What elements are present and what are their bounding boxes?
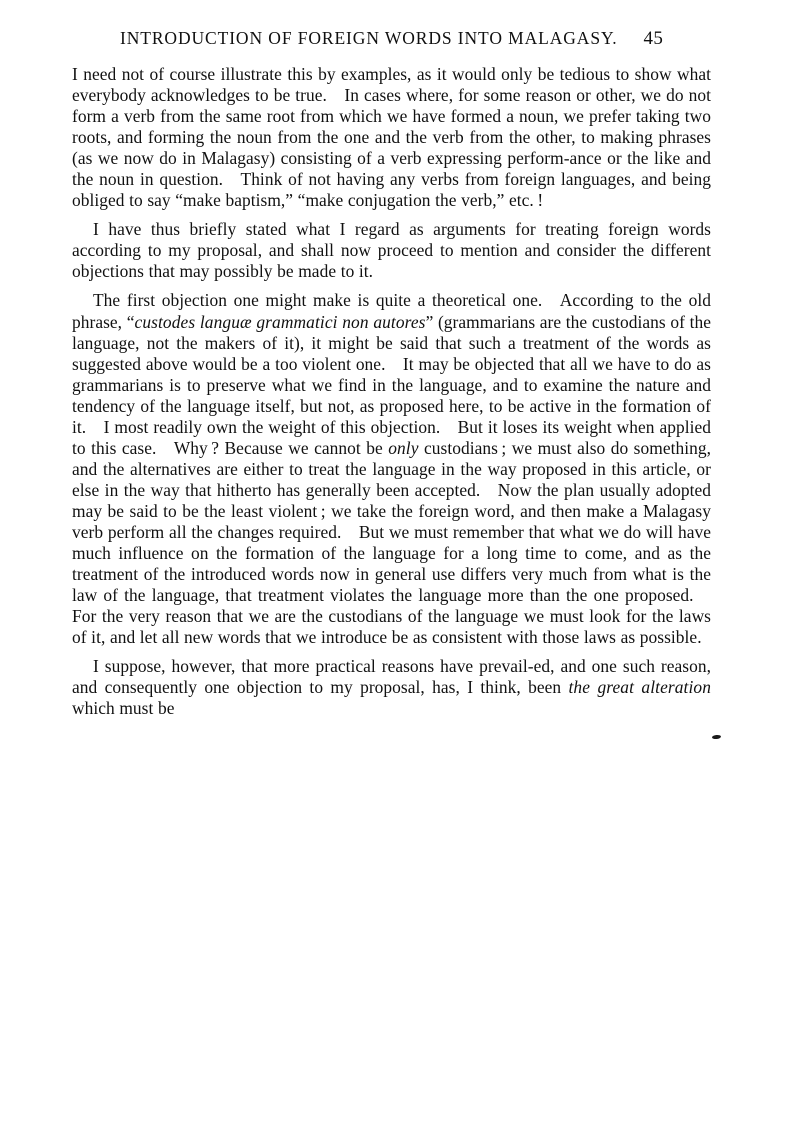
paragraph: The first objection one might make is quite a theoretical one. According to the old phrase, “custodes languæ grammatici non autores” (grammarians are the custodians of the language, not the makers of it), it might be said that such a treatment of the words as suggested above would be a too violent one. It may be objected that all we have to do as grammarians is to preserve what we find in the language, and to examine the nature and tendency of the language itself, but not, as proposed here, to be active in the formation of it. I most readily own the weight of this objection. But it loses its weight when applied to this case. Why ? Because we cannot be only custodians ; we must also do something, and the alternatives are either to treat the language in the way proposed in this article, or else in the way that hitherto has generally been accepted. Now the plan usually adopted may be said to be the least violent ; we take the foreign word, and then make a Malagasy verb perform all the changes required. But we must remember that what we do will have much influence on the formation of the language for a long time to come, and as the treatment of the introduced words now in general use differs very much from what is the law of the language, that treatment violates the language more than the one proposed. For the very reason that we are the custodians of the language we must look for the laws of it, and let all new words that we introduce be as consistent with those laws as possible. (72, 290, 712, 648)
italic-phrase: only (388, 437, 419, 458)
running-header-title: INTRODUCTION OF FOREIGN WORDS INTO MALAGASY. (120, 28, 618, 48)
paragraph: I suppose, however, that more practical reasons have prevail‐ed, and one such reason, and consequently one objection to my proposal, has, I think, been the great alteration which must be (72, 656, 711, 719)
italic-phrase: custodes languæ grammatici non autores (134, 311, 426, 332)
running-header (72, 28, 710, 54)
ink-speck-icon (712, 735, 721, 740)
paragraph: I have thus briefly stated what I regard as arguments for treating foreign words according to my proposal, and shall now proceed to mention and consider the different objections that may possibly be made to it. (72, 219, 711, 282)
page-number: 45 (643, 28, 664, 49)
body-text-block (72, 64, 711, 719)
italic-phrase: the great alteration (568, 677, 711, 698)
paragraph: I need not of course illustrate this by examples, as it would only be tedious to show what everybody acknowledges to be true. In cases where, for some reason or other, we do not form a verb from the same root from which we have formed a noun, we prefer taking two roots, and forming the noun from the one and the verb from the other, to making phrases (as we now do in Malagasy) consisting of a verb expressing perform‐ance or the like and the noun in question. Think of not having any verbs from foreign languages, and being obliged to say “make baptism,” “make conjugation the verb,” etc. ! (72, 64, 711, 211)
